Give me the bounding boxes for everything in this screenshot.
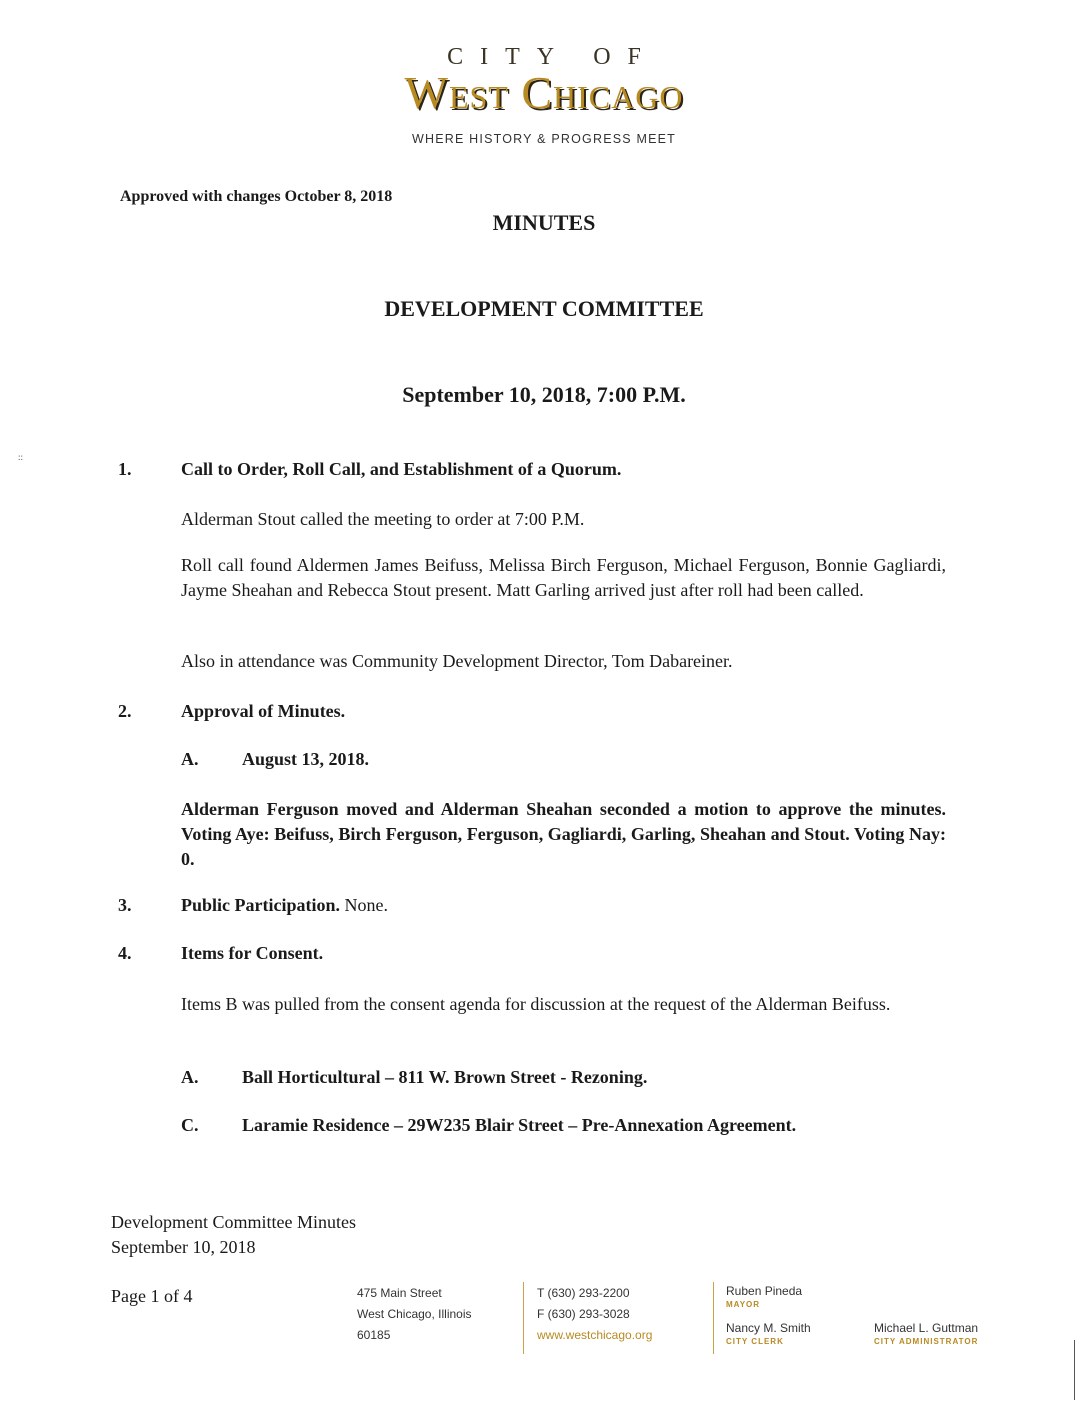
scan-speck: :: bbox=[18, 452, 24, 462]
section-3-line bbox=[181, 895, 388, 916]
section-4-item-a-title: Ball Horticultural – 811 W. Brown Street - Rezoning. bbox=[242, 1067, 648, 1087]
section-2-heading: Approval of Minutes. bbox=[181, 701, 346, 721]
footer-contact bbox=[537, 1283, 652, 1346]
footer-clerk-role: CITY CLERK bbox=[726, 1337, 784, 1346]
footer-clerk-name: Nancy M. Smith bbox=[726, 1321, 811, 1335]
footer-doc-title: Development Committee Minutes bbox=[111, 1212, 356, 1232]
section-3-number: 3. bbox=[118, 895, 132, 915]
meeting-date: September 10, 2018, 7:00 P.M. bbox=[402, 382, 686, 407]
footer-mayor-role: MAYOR bbox=[726, 1300, 761, 1309]
scan-edge-line bbox=[1074, 1340, 1075, 1400]
section-3-heading: Public Participation. bbox=[181, 895, 340, 915]
footer-address-city: West Chicago, Illinois bbox=[357, 1307, 472, 1321]
section-4-paragraph: Items B was pulled from the consent agenda for discussion at the request of the Alderman Beifuss. bbox=[181, 994, 891, 1014]
section-1-heading: Call to Order, Roll Call, and Establishment of a Quorum. bbox=[181, 459, 622, 479]
section-1-roll-call: Roll call found Aldermen James Beifuss, Melissa Birch Ferguson, Michael Ferguson, Bonnie Gagliardi, Jayme Sheahan and Rebecca Stout present. Matt Garling arrived just after roll had been called. bbox=[181, 555, 946, 600]
footer-mayor-name: Ruben Pineda bbox=[726, 1284, 803, 1298]
footer-administrator-name: Michael L. Guttman bbox=[874, 1321, 979, 1335]
section-4-item-a-letter: A. bbox=[181, 1067, 199, 1087]
letterhead-city-of: CITY OF bbox=[447, 44, 658, 70]
section-3-trailing: None. bbox=[340, 895, 388, 915]
footer-address-zip: 60185 bbox=[357, 1328, 391, 1342]
letterhead-tagline: WHERE HISTORY & PROGRESS MEET bbox=[411, 132, 676, 146]
footer-doc-date: September 10, 2018 bbox=[111, 1237, 256, 1257]
footer-official-clerk bbox=[726, 1321, 811, 1349]
section-2-number: 2. bbox=[118, 701, 132, 721]
footer-address-street: 475 Main Street bbox=[357, 1286, 442, 1300]
section-4-heading: Items for Consent. bbox=[181, 943, 324, 963]
section-2-sub-title: August 13, 2018. bbox=[242, 749, 370, 769]
footer-website-link[interactable]: www.westchicago.org bbox=[537, 1328, 653, 1342]
footer-divider-1 bbox=[523, 1282, 524, 1354]
document-title: MINUTES bbox=[492, 210, 596, 235]
section-2-motion: Alderman Ferguson moved and Alderman Sheahan seconded a motion to approve the minutes. Voting Aye: Beifuss, Birch Ferguson, Ferguson, Gagliardi, Garling, Sheahan and Stout. Voting Nay: 0. bbox=[181, 799, 946, 869]
footer-divider-2 bbox=[713, 1282, 714, 1354]
footer-fax: F (630) 293-3028 bbox=[537, 1307, 630, 1321]
footer-phone: T (630) 293-2200 bbox=[537, 1286, 630, 1300]
approval-note: Approved with changes October 8, 2018 bbox=[120, 188, 393, 205]
section-4-item-c-letter: C. bbox=[181, 1115, 199, 1135]
footer-address bbox=[357, 1283, 472, 1346]
section-2-sub-letter: A. bbox=[181, 749, 199, 769]
footer-page-number: Page 1 of 4 bbox=[111, 1286, 193, 1306]
footer-official-mayor bbox=[726, 1284, 802, 1312]
footer-official-administrator bbox=[874, 1321, 978, 1349]
section-1-attendance: Also in attendance was Community Development Director, Tom Dabareiner. bbox=[181, 651, 733, 671]
section-1-number: 1. bbox=[118, 459, 132, 479]
committee-name: DEVELOPMENT COMMITTEE bbox=[384, 296, 704, 321]
section-1-call-to-order: Alderman Stout called the meeting to order at 7:00 P.M. bbox=[181, 509, 585, 529]
section-4-number: 4. bbox=[118, 943, 132, 963]
footer-administrator-role: CITY ADMINISTRATOR bbox=[874, 1337, 979, 1346]
section-4-item-c-title: Laramie Residence – 29W235 Blair Street – Pre-Annexation Agreement. bbox=[242, 1115, 797, 1135]
letterhead-logo: West Chicago bbox=[404, 67, 684, 118]
